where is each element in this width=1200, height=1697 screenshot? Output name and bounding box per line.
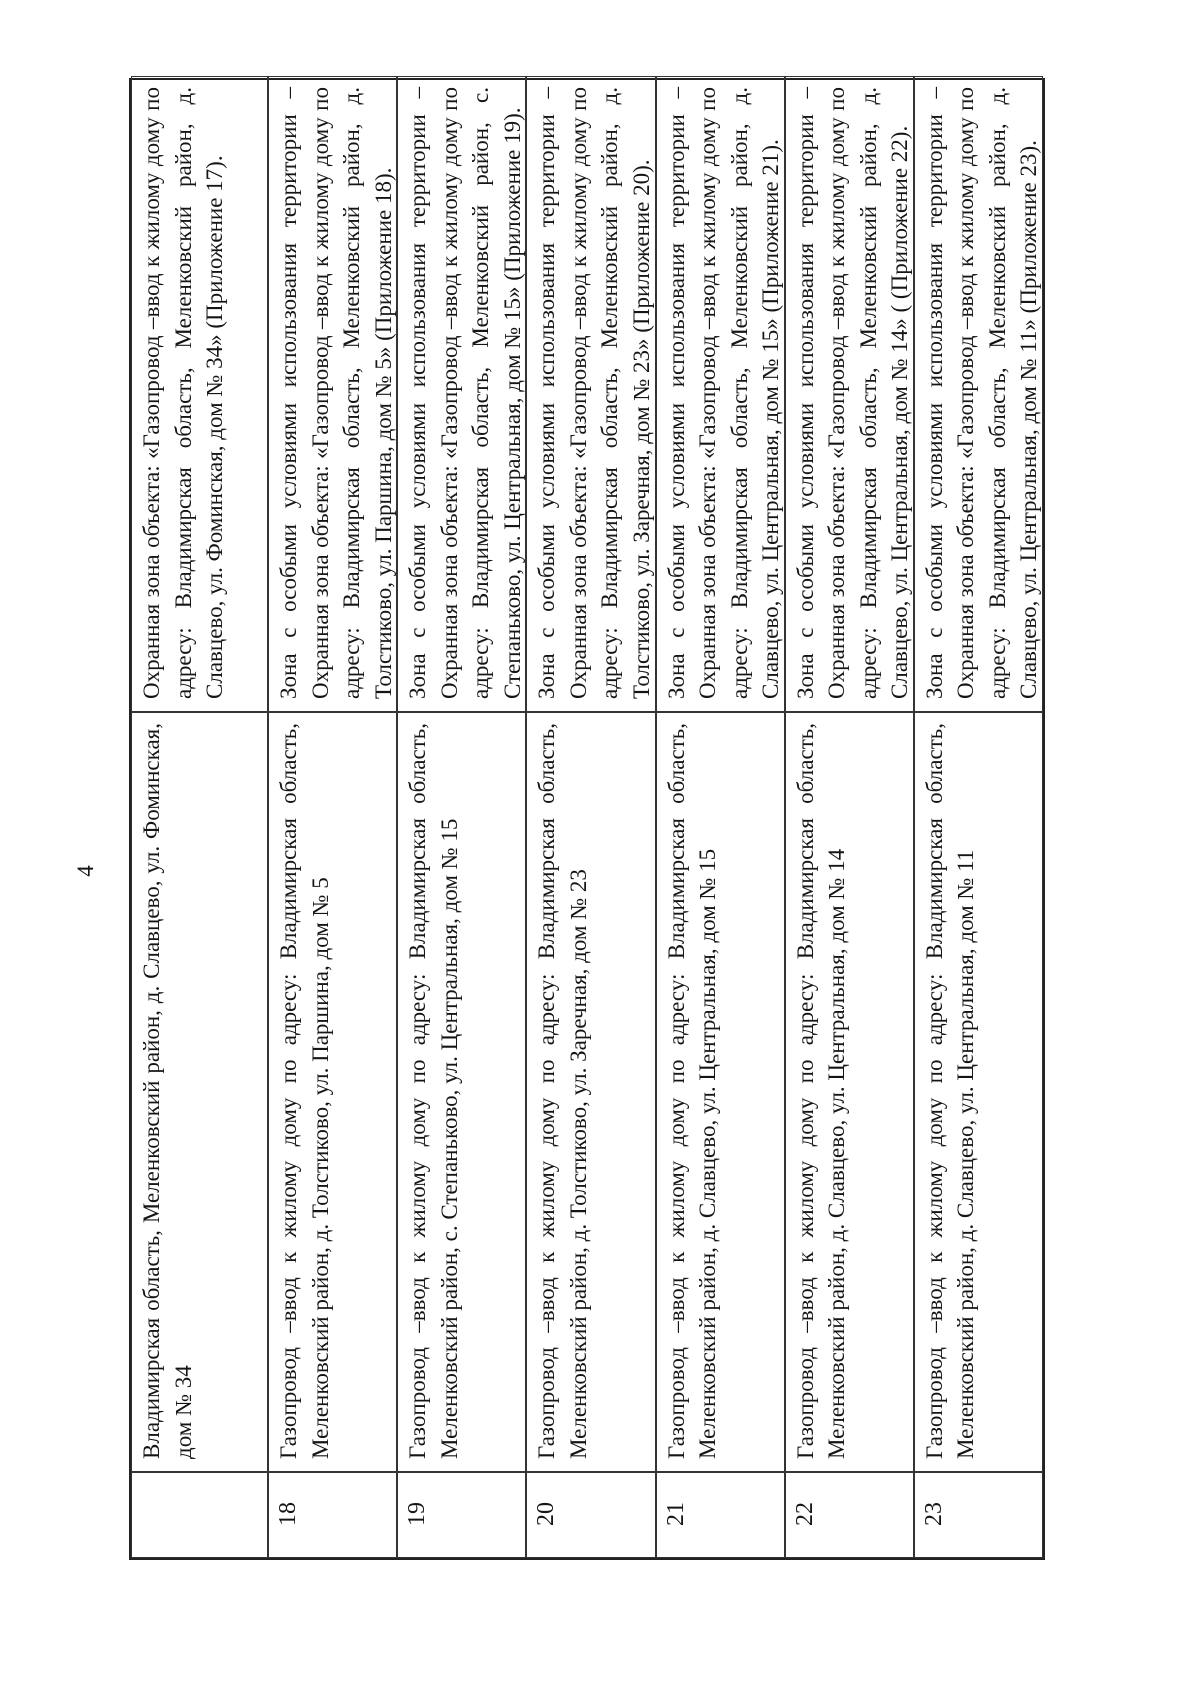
object-cell: Газопровод –ввод к жилому дому по адресу: Владимирская область, Меленковский район, д. Толстиково, ул. Заречная, дом № 23 — [526, 712, 655, 1472]
document-table — [129, 78, 1045, 1560]
row-number: 20 — [526, 1472, 655, 1558]
zone-cell: Охранная зона объекта: «Газопровод –ввод к жилому дому по адресу: Владимирская область, Меленковский район, д. Славцево, ул. Фоминская, дом № 34» (Приложение 17). — [131, 76, 268, 712]
object-cell: Владимирская область, Меленковский район, д. Славцево, ул. Фоминская, дом № 34 — [131, 712, 268, 1472]
table-grid — [129, 78, 1045, 1560]
row-number: 19 — [397, 1472, 526, 1558]
object-cell: Газопровод –ввод к жилому дому по адресу: Владимирская область, Меленковский район, д. Славцево, ул. Центральная, дом № 11 — [914, 712, 1043, 1472]
zone-cell: Зона с особыми условиями использования территории – Охранная зона объекта: «Газопровод –ввод к жилому дому по адресу: Владимирская область, Меленковский район, д. Толстиково, ул. Заречная, дом № 23» (Приложение 20). — [526, 76, 655, 712]
object-cell: Газопровод –ввод к жилому дому по адресу: Владимирская область, Меленковский район, д. Толстиково, ул. Паршина, дом № 5 — [268, 712, 397, 1472]
object-cell: Газопровод –ввод к жилому дому по адресу: Владимирская область, Меленковский район, д. Славцево, ул. Центральная, дом № 14 — [785, 712, 914, 1472]
object-cell: Газопровод –ввод к жилому дому по адресу: Владимирская область, Меленковский район, д. Славцево, ул. Центральная, дом № 15 — [656, 712, 785, 1472]
zone-cell: Зона с особыми условиями использования территории – Охранная зона объекта: «Газопровод –ввод к жилому дому по адресу: Владимирская область, Меленковский район, д. Славцево, ул. Центральная, дом № 15» (Приложение 21). — [656, 76, 785, 712]
zone-cell: Зона с особыми условиями использования территории – Охранная зона объекта: «Газопровод –ввод к жилому дому по адресу: Владимирская область, Меленковский район, д. Толстиково, ул. Паршина, дом № 5» (Приложение 18). — [268, 76, 397, 712]
zone-cell: Зона с особыми условиями использования территории – Охранная зона объекта: «Газопровод –ввод к жилому дому по адресу: Владимирская область, Меленковский район, д. Славцево, ул. Центральная, дом № 11» (Приложение 23). — [914, 76, 1043, 712]
row-number: 18 — [268, 1472, 397, 1558]
row-number: 22 — [785, 1472, 914, 1558]
zone-cell: Зона с особыми условиями использования территории – Охранная зона объекта: «Газопровод –ввод к жилому дому по адресу: Владимирская область, Меленковский район, д. Славцево, ул. Центральная, дом № 14» ( (Приложение 22). — [785, 76, 914, 712]
row-number: 21 — [656, 1472, 785, 1558]
row-number — [131, 1472, 268, 1558]
zone-cell: Зона с особыми условиями использования территории – Охранная зона объекта: «Газопровод –ввод к жилому дому по адресу: Владимирская область, Меленковский район, с. Степаньково, ул. Центральная, дом № 15» (Приложение 19). — [397, 76, 526, 712]
row-number: 23 — [914, 1472, 1043, 1558]
object-cell: Газопровод –ввод к жилому дому по адресу: Владимирская область, Меленковский район, с. Степаньково, ул. Центральная, дом № 15 — [397, 712, 526, 1472]
page-number: 4 — [72, 865, 98, 877]
